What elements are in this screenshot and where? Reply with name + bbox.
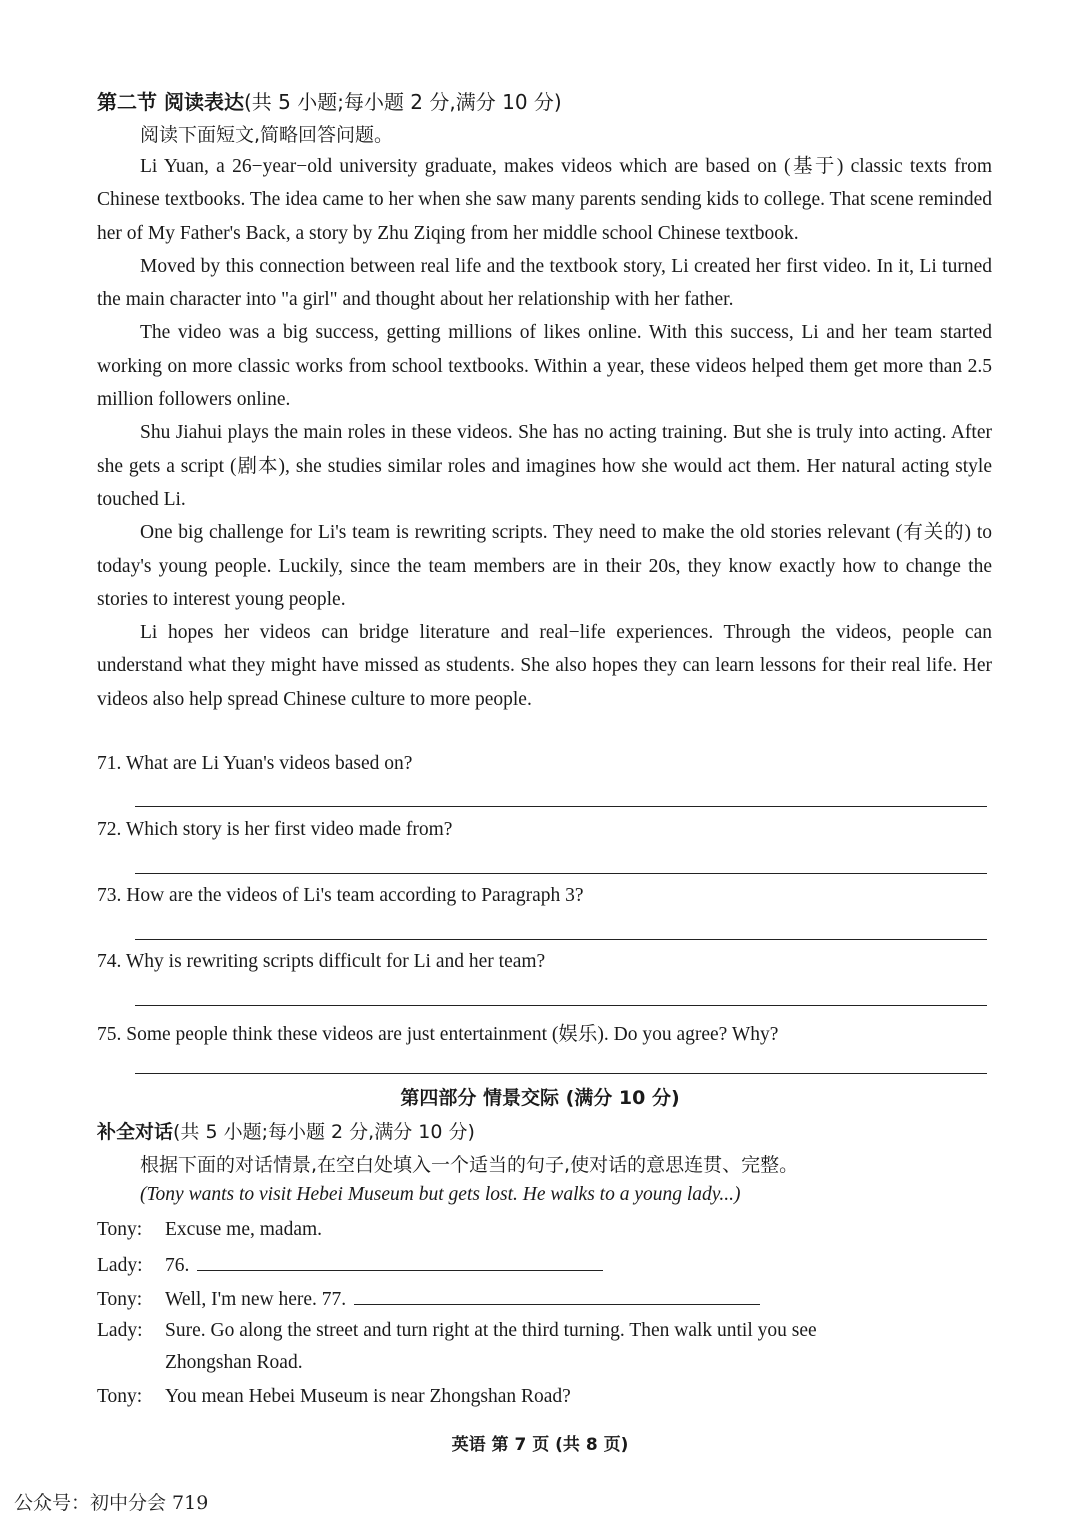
part-four-heading: 第四部分 情景交际 (满分 10 分): [400, 1087, 680, 1109]
question-75: 75. Some people think these videos are just entertainment (娱乐). Do you agree? Why?: [97, 1024, 779, 1045]
passage-paragraph: Moved by this connection between real life and the textbook story, Li created her first video. In it, Li turned the main character into "a girl" and thought about her relationship with her father.: [97, 255, 992, 311]
section-note: (共 5 小题;每小题 2 分,满分 10 分): [243, 90, 562, 114]
watermark: 公众号：初中分会 719: [14, 1492, 209, 1514]
section-instruction: 阅读下面短文,简略回答问题。: [140, 124, 394, 146]
blank-76[interactable]: [197, 1252, 603, 1271]
answer-line-71[interactable]: [135, 806, 987, 807]
dialogue-line: [97, 1219, 322, 1241]
dialogue-line: [97, 1286, 760, 1311]
answer-line-73[interactable]: [135, 939, 987, 940]
speaker: Lady:: [97, 1320, 143, 1341]
dialogue-line: [97, 1320, 817, 1342]
speaker: Tony:: [97, 1289, 143, 1310]
question-73: 73. How are the videos of Li's team according to Paragraph 3?: [97, 885, 584, 906]
reading-passage: [97, 150, 992, 716]
passage-paragraph: Li Yuan, a 26−year−old university graduate, makes videos which are based on (基于) classic texts from Chinese textbooks. The idea came to her when she saw many parents sending kids to college. That scene reminded her of My Father's Back, a story by Zhu Ziqing from her middle school Chinese textbook.: [97, 156, 992, 244]
speaker: Tony:: [97, 1219, 143, 1240]
dialogue-continuation: Zhongshan Road.: [165, 1352, 303, 1373]
dialogue-title: 补全对话: [97, 1121, 174, 1143]
line-text: Excuse me, madam.: [165, 1219, 323, 1240]
speaker: Tony:: [97, 1386, 143, 1407]
answer-line-72[interactable]: [135, 873, 987, 874]
line-text: 76.: [165, 1255, 190, 1276]
dialogue-note: (共 5 小题;每小题 2 分,满分 10 分): [173, 1121, 475, 1143]
dialogue-heading: [97, 1117, 475, 1144]
line-text: Well, I'm new here. 77.: [165, 1289, 347, 1310]
page-footer: 英语 第 7 页 (共 8 页): [451, 1435, 629, 1455]
passage-paragraph: Li hopes her videos can bridge literature and real−life experiences. Through the videos, people can understand what they might have missed as students. She also hopes they can learn lessons for their real life. Her videos also help spread Chinese culture to more people.: [97, 622, 992, 710]
dialogue-instruction: 根据下面的对话情景,在空白处填入一个适当的句子,使对话的意思连贯、完整。: [140, 1154, 799, 1176]
passage-paragraph: The video was a big success, getting millions of likes online. With this success, Li and her team started working on more classic works from school textbooks. Within a year, these videos helped them get more than 2.5 million followers online.: [97, 322, 992, 411]
answer-line-75[interactable]: [135, 1073, 987, 1074]
line-text: You mean Hebei Museum is near Zhongshan Road?: [165, 1386, 571, 1407]
answer-line-74[interactable]: [135, 1005, 987, 1006]
section-heading: [97, 86, 562, 115]
passage-paragraph: One big challenge for Li's team is rewriting scripts. They need to make the old stories relevant (有关的) to today's young people. Luckily, since the team members are in their 20s, they know exactly how to change the stories to interest young people.: [97, 522, 992, 610]
speaker: Lady:: [97, 1255, 143, 1276]
question-71: 71. What are Li Yuan's videos based on?: [97, 753, 413, 774]
question-72: 72. Which story is her first video made from?: [97, 819, 453, 840]
passage-paragraph: Shu Jiahui plays the main roles in these videos. She has no acting training. But she is truly into acting. After she gets a script (剧本), she studies similar roles and imagines how she would act them. Her natural acting style touched Li.: [97, 422, 992, 510]
section-title: 第二节 阅读表达: [97, 90, 244, 114]
dialogue-line: [97, 1252, 603, 1277]
question-74: 74. Why is rewriting scripts difficult for Li and her team?: [97, 951, 546, 972]
dialogue-line: [97, 1386, 571, 1408]
dialogue-scene: (Tony wants to visit Hebei Museum but gets lost. He walks to a young lady...): [140, 1184, 741, 1205]
line-text: Sure. Go along the street and turn right at the third turning. Then walk until you see: [165, 1320, 817, 1341]
blank-77[interactable]: [354, 1286, 760, 1305]
